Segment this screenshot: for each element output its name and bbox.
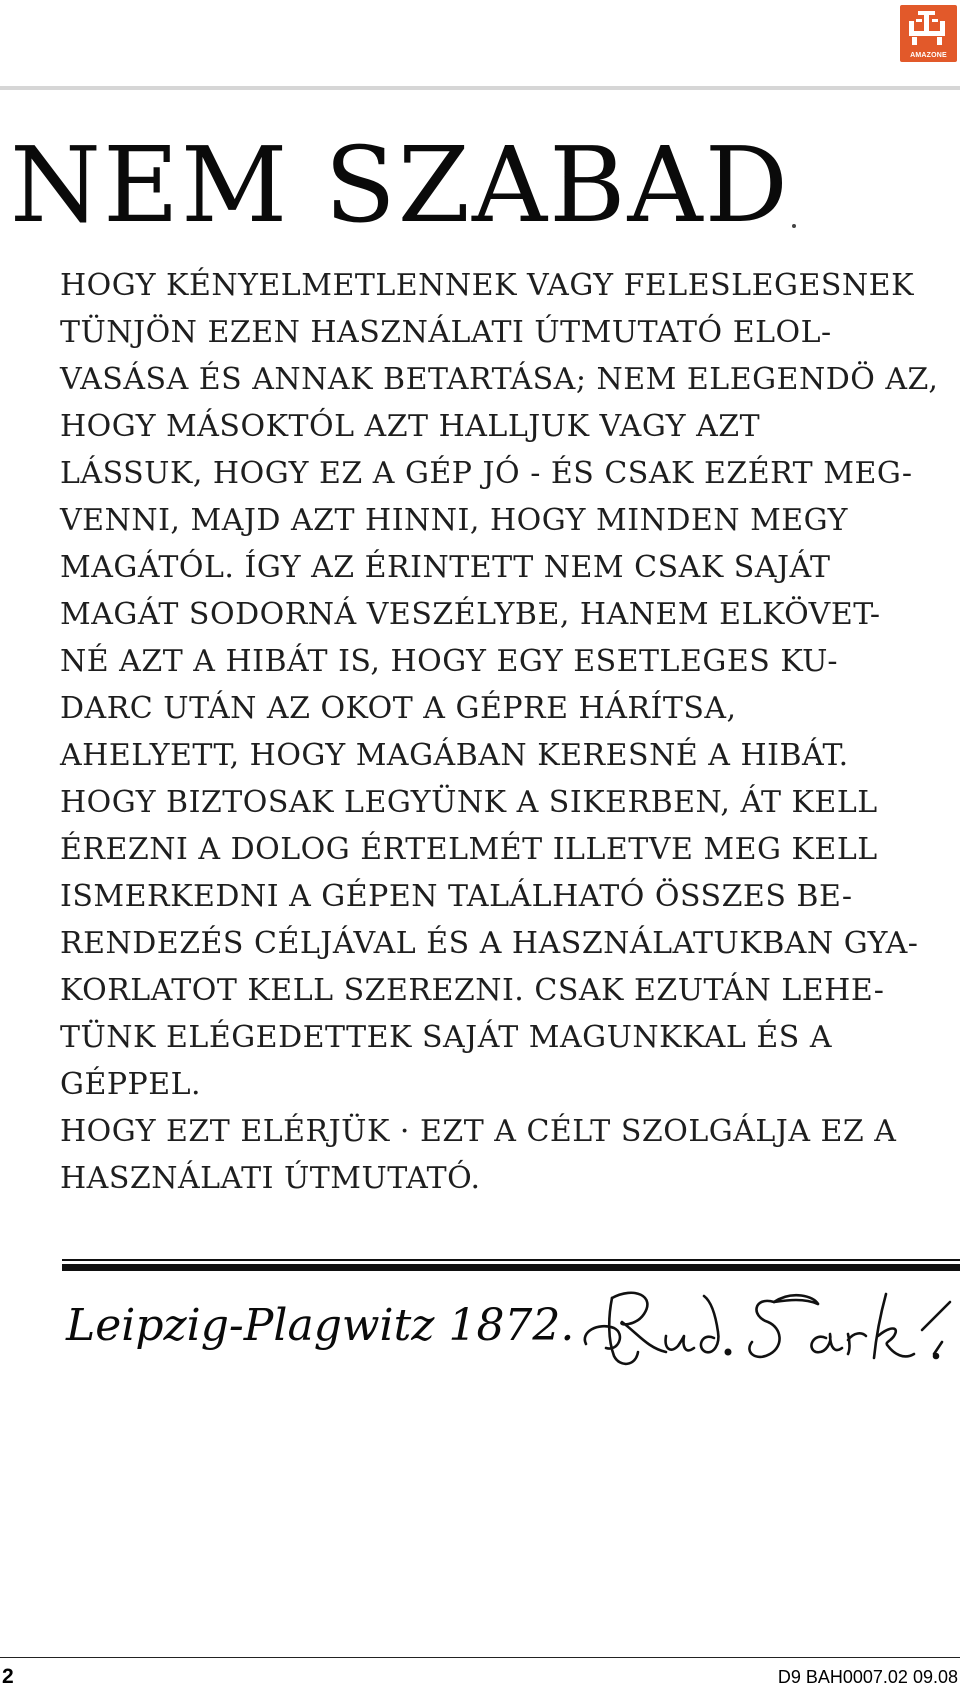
divider-thick-line xyxy=(62,1264,960,1271)
page-number: 2 xyxy=(2,1665,14,1688)
body-line: ÉREZNI A DOLOG ÉRTELMÉT ILLETVE MEG KELL xyxy=(60,832,878,867)
body-line: HOGY KÉNYELMETLENNEK VAGY FELESLEGESNEK xyxy=(60,268,914,303)
body-line: NÉ AZT A HIBÁT IS, HOGY EGY ESETLEGES KU- xyxy=(60,644,839,679)
logo-brand-text: AMAZONE xyxy=(910,52,947,59)
body-line: AHELYETT, HOGY MAGÁBAN KERESNÉ A HIBÁT. xyxy=(60,738,849,773)
document-code: D9 BAH0007.02 09.08 xyxy=(777,1667,958,1687)
body-line: DARC UTÁN AZ OKOT A GÉPRE HÁRÍTSA, xyxy=(60,691,737,726)
body-line: HOGY MÁSOKTÓL AZT HALLJUK VAGY AZT xyxy=(60,409,761,444)
body-line: KORLATOT KELL SZEREZNI. CSAK EZUTÁN LEHE- xyxy=(60,973,885,1008)
amazone-logo xyxy=(900,5,957,62)
body-line: MAGÁTÓL. ÍGY AZ ÉRINTETT NEM CSAK SAJÁT xyxy=(60,550,831,585)
body-text xyxy=(60,262,939,1202)
body-line: VASÁSA ÉS ANNAK BETARTÁSA; NEM ELEGENDÖ AZ, xyxy=(60,362,939,397)
body-line: TÜNJÖN EZEN HASZNÁLATI ÚTMUTATÓ ELOL- xyxy=(60,315,832,350)
header-divider xyxy=(0,86,960,90)
body-line: HOGY BIZTOSAK LEGYÜNK A SIKERBEN, ÁT KELL xyxy=(60,785,878,820)
handwritten-signature xyxy=(578,1282,958,1377)
place-date: Leipzig-Plagwitz 1872. xyxy=(66,1300,575,1351)
body-line: HOGY EZT ELÉRJÜK · EZT A CÉLT SZOLGÁLJA EZ A xyxy=(60,1114,897,1149)
body-line: TÜNK ELÉGEDETTEK SAJÁT MAGUNKKAL ÉS A xyxy=(60,1020,833,1055)
body-line: HASZNÁLATI ÚTMUTATÓ. xyxy=(60,1161,481,1196)
amazone-logo-icon xyxy=(906,9,951,47)
body-line: GÉPPEL. xyxy=(60,1067,202,1102)
double-divider xyxy=(62,1259,960,1271)
footer-divider xyxy=(0,1657,960,1658)
title-dot xyxy=(792,224,796,228)
body-line: VENNI, MAJD AZT HINNI, HOGY MINDEN MEGY xyxy=(60,503,848,538)
body-line: MAGÁT SODORNÁ VESZÉLYBE, HANEM ELKÖVET- xyxy=(60,597,881,632)
body-line: ISMERKEDNI A GÉPEN TALÁLHATÓ ÖSSZES BE- xyxy=(60,879,853,914)
divider-thin-line xyxy=(62,1259,960,1261)
body-line: RENDEZÉS CÉLJÁVAL ÉS A HASZNÁLATUKBAN GYA- xyxy=(60,926,919,961)
body-line: LÁSSUK, HOGY EZ A GÉP JÓ - ÉS CSAK EZÉRT MEG- xyxy=(60,456,913,491)
page-title: NEM SZABAD xyxy=(10,124,790,246)
